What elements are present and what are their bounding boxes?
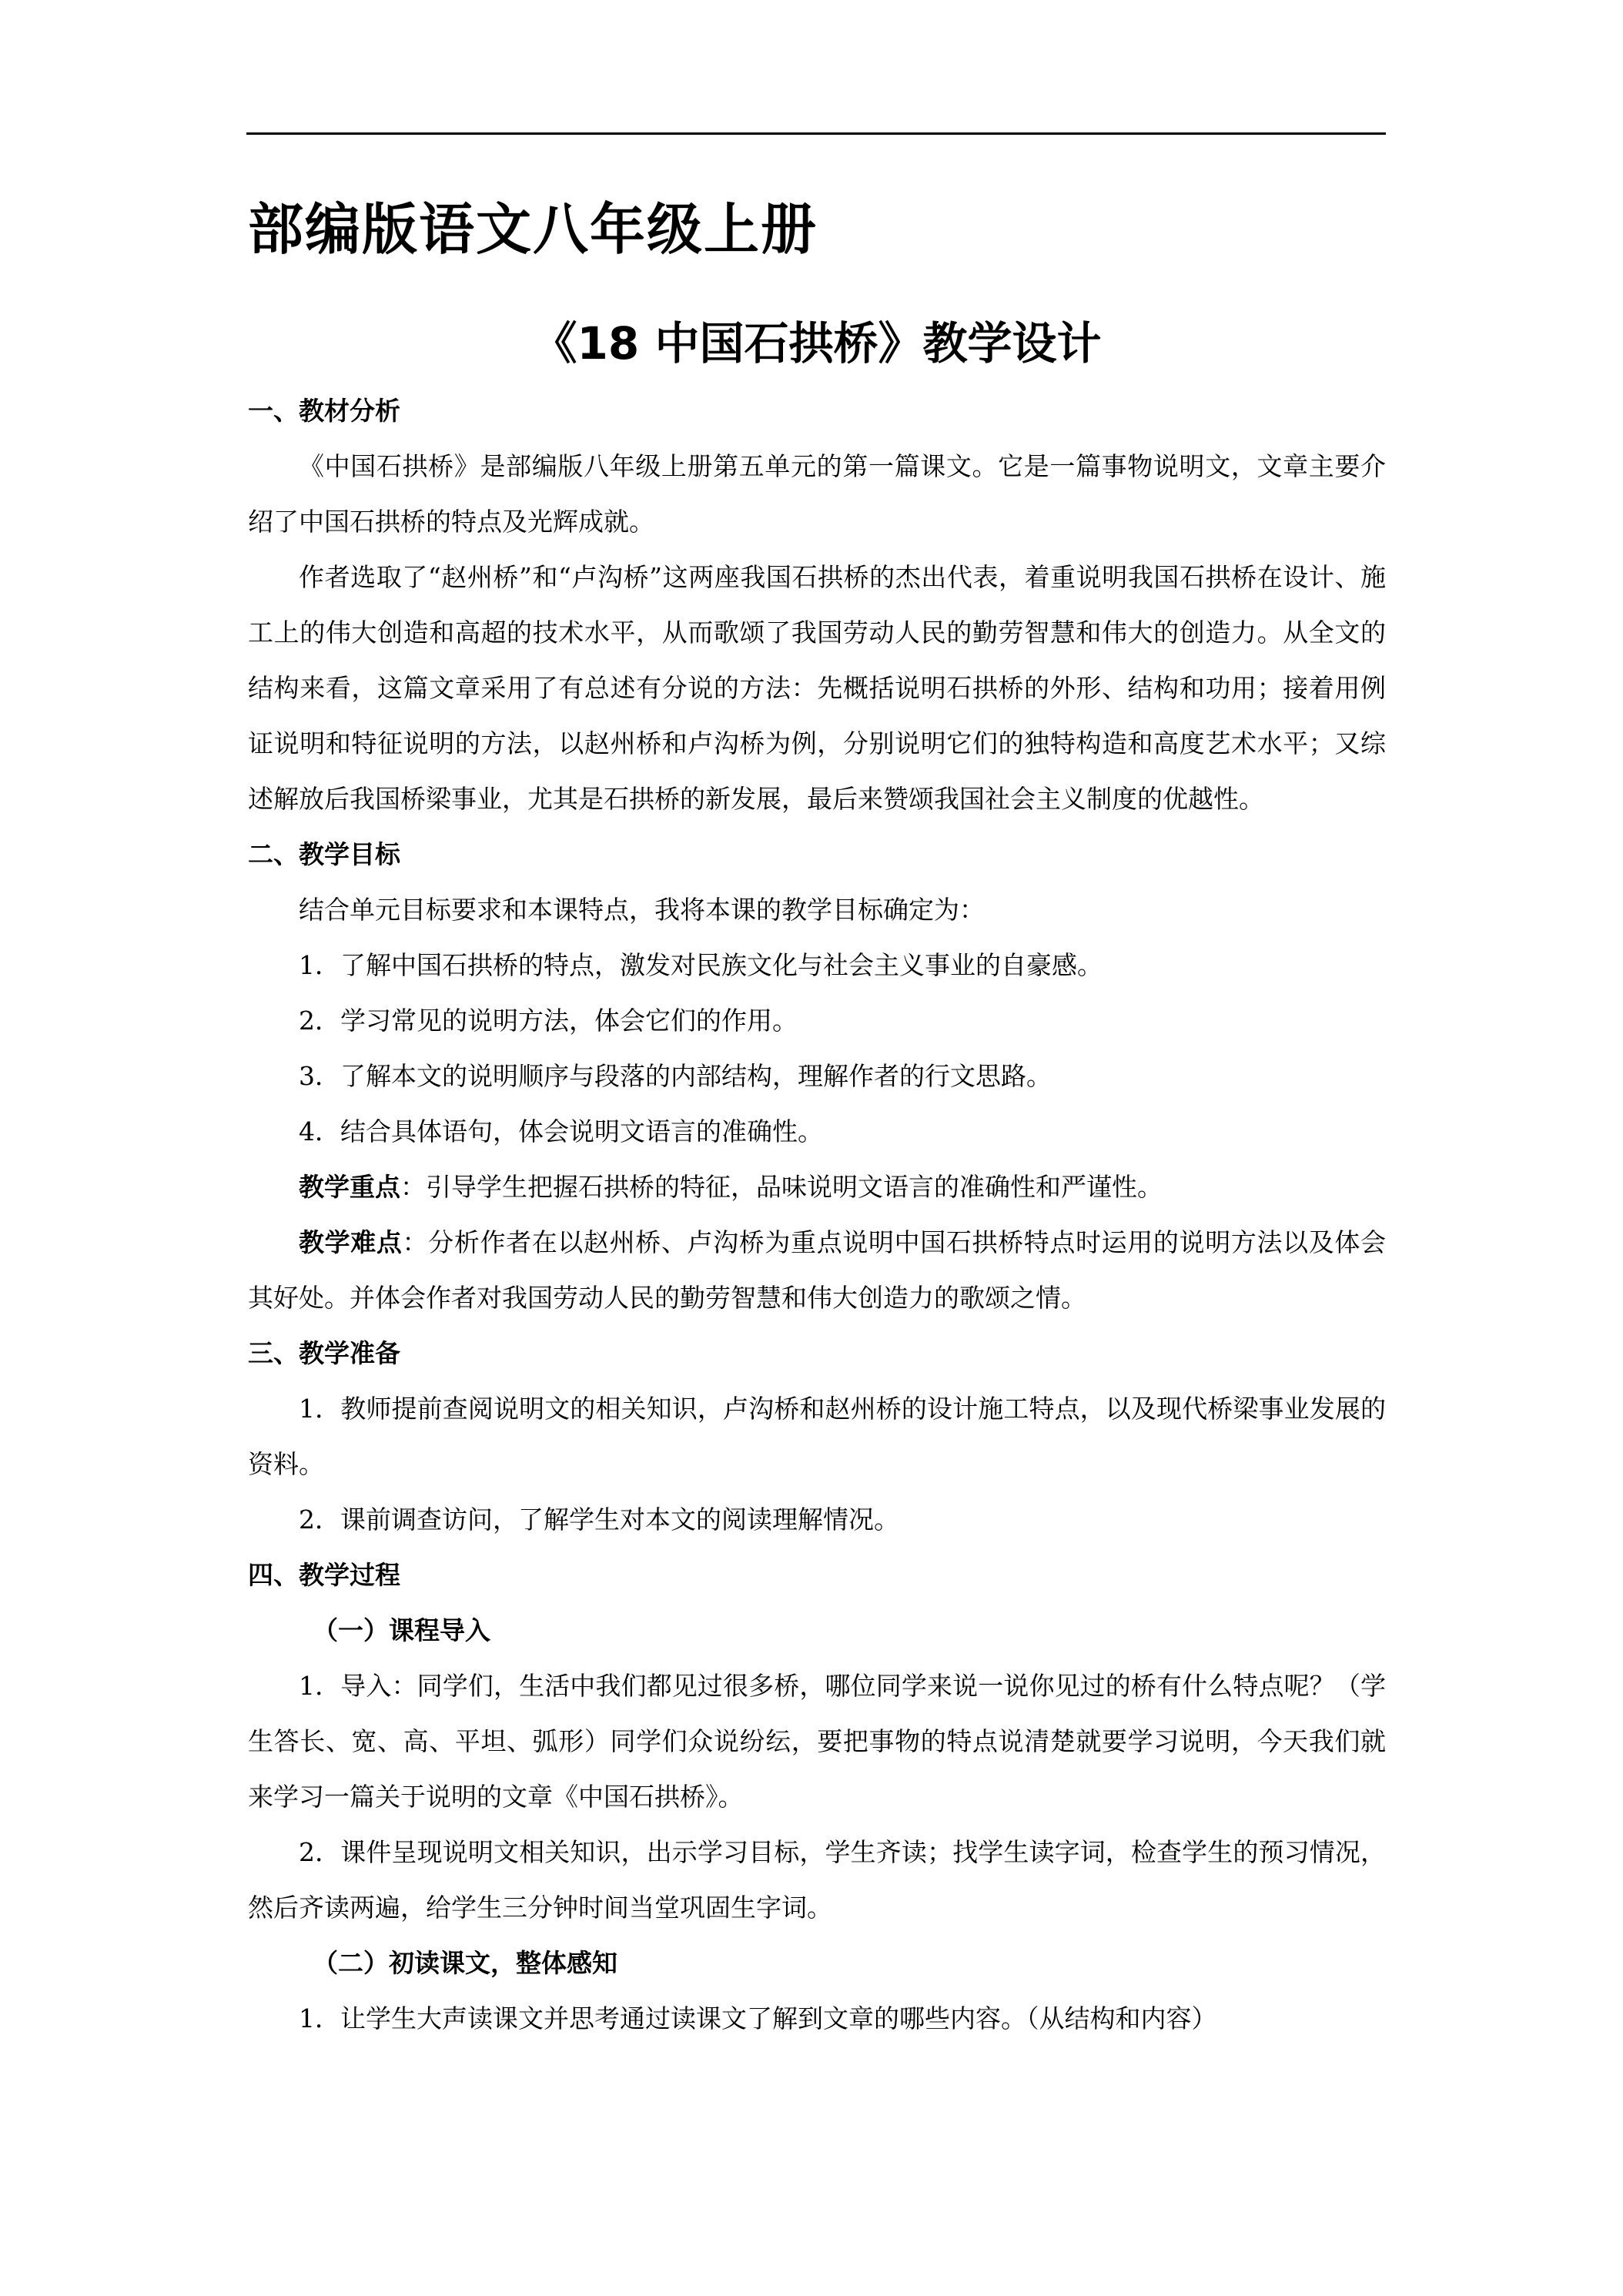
goal-item: 4．结合具体语句，体会说明文语言的准确性。: [299, 1116, 823, 1146]
section-heading-4: 四、教学过程: [248, 1560, 400, 1590]
section-heading-3: 三、教学准备: [248, 1338, 400, 1368]
header-rule: [246, 132, 1386, 135]
difficulty-paragraph: [248, 1215, 1386, 1326]
key-point-text: ：引导学生把握石拱桥的特征，品味说明文语言的准确性和严谨性。: [400, 1172, 1163, 1202]
subsection-heading-1: （一）课程导入: [313, 1615, 490, 1645]
process-item: 1．让学生大声读课文并思考通过读课文了解到文章的哪些内容。（从结构和内容）: [299, 2003, 1217, 2033]
goal-item: 2．学习常见的说明方法，体会它们的作用。: [299, 1006, 798, 1036]
document-title: 部编版语文八年级上册: [248, 197, 818, 262]
difficulty-label: 教学难点: [299, 1227, 403, 1257]
section-heading-2: 二、教学目标: [248, 839, 400, 869]
paragraph: 作者选取了“赵州桥”和“卢沟桥”这两座我国石拱桥的杰出代表，着重说明我国石拱桥在设计、施工上的伟大创造和高超的技术水平，从而歌颂了我国劳动人民的勤劳智慧和伟大的创造力。从全文的结构来看，这篇文章采用了有总述有分说的方法：先概括说明石拱桥的外形、结构和功用；接着用例证说明和特征说明的方法，以赵州桥和卢沟桥为例，分别说明它们的独特构造和高度艺术水平；又综述解放后我国桥梁事业，尤其是石拱桥的新发展，最后来赞颂我国社会主义制度的优越性。: [248, 562, 1386, 814]
prep-item: 2．课前调查访问，了解学生对本文的阅读理解情况。: [299, 1504, 899, 1535]
key-point-paragraph: [248, 1160, 1386, 1215]
subsection-heading-2: （二）初读课文，整体感知: [313, 1948, 617, 1978]
difficulty-text: ：分析作者在以赵州桥、卢沟桥为重点说明中国石拱桥特点时运用的说明方法以及体会其好处。并体会作者对我国劳动人民的勤劳智慧和伟大创造力的歌颂之情。: [248, 1227, 1387, 1313]
section-heading-1: 一、教材分析: [248, 396, 400, 426]
paragraph: 结合单元目标要求和本课特点，我将本课的教学目标确定为：: [299, 895, 985, 925]
process-item: 1．导入：同学们，生活中我们都见过很多桥，哪位同学来说一说你见过的桥有什么特点呢？（学生答长、宽、高、平坦、弧形）同学们众说纷纭，要把事物的特点说清楚就要学习说明，今天我们就来学习一篇关于说明的文章《中国石拱桥》。: [248, 1671, 1386, 1812]
document-body: [248, 191, 1386, 2047]
key-point-label: 教学重点: [299, 1172, 400, 1202]
goal-item: 1．了解中国石拱桥的特点，激发对民族文化与社会主义事业的自豪感。: [299, 950, 1103, 980]
paragraph: 《中国石拱桥》是部编版八年级上册第五单元的第一篇课文。它是一篇事物说明文，文章主要介绍了中国石拱桥的特点及光辉成就。: [248, 451, 1386, 537]
document-subtitle: 《18 中国石拱桥》教学设计: [532, 317, 1102, 370]
prep-item: 1．教师提前查阅说明文的相关知识，卢沟桥和赵州桥的设计施工特点，以及现代桥梁事业发展的资料。: [248, 1394, 1386, 1479]
process-item: 2．课件呈现说明文相关知识，出示学习目标，学生齐读；找学生读字词，检查学生的预习情况，然后齐读两遍，给学生三分钟时间当堂巩固生字词。: [248, 1837, 1386, 1923]
goal-item: 3．了解本文的说明顺序与段落的内部结构，理解作者的行文思路。: [299, 1061, 1052, 1091]
